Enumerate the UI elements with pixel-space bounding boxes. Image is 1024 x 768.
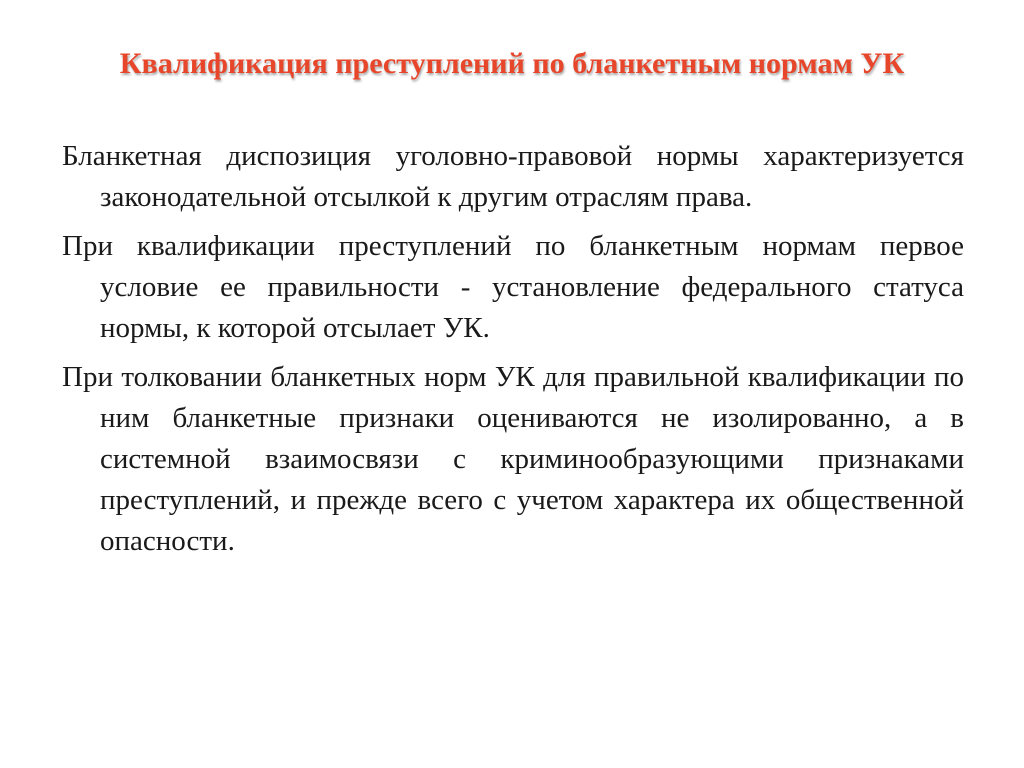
slide-body <box>62 136 964 570</box>
slide-title: Квалификация преступлений по бланкетным нормам УК <box>119 47 905 80</box>
paragraph-qualification-condition: При квалификации преступлений по бланкетным нормам первое условие ее правильности - установление федерального статуса нормы, к которой отсылает УК. <box>62 230 964 344</box>
paragraph-interpretation: При толковании бланкетных норм УК для правильной квалификации по ним бланкетные признаки оцениваются не изолированно, а в системной взаимосвязи с криминообразующими признаками преступлений, и прежде всего с учетом характера их общественной опасности. <box>62 361 964 557</box>
paragraph-blanket-disposition: Бланкетная диспозиция уголовно-правовой нормы характеризуется законодательной отсылкой к другим отраслям права. <box>62 140 964 213</box>
